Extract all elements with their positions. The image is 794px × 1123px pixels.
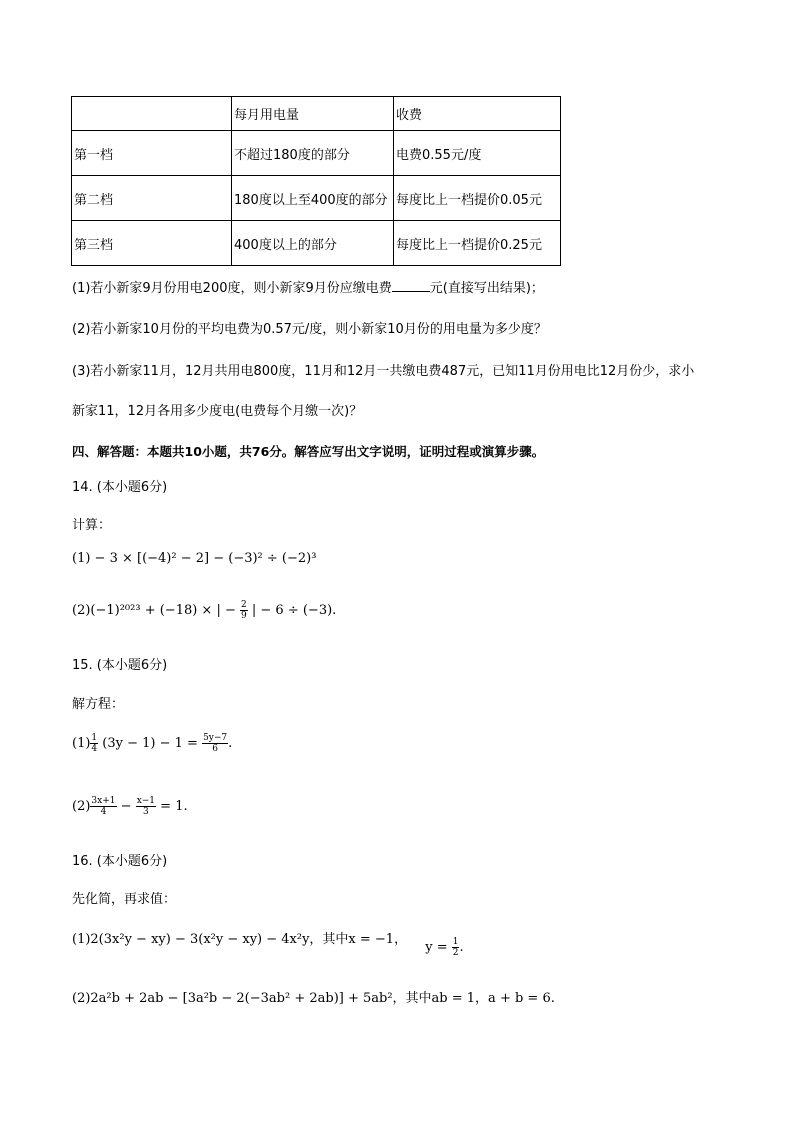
q14-instruction: 计算： — [72, 518, 112, 533]
usage-cell: 180度以上至400度的部分 — [232, 176, 394, 221]
q14-part2: (2)(−1)²⁰²³ + (−18) × | − $\frac{2}{9}$ | − 6 ÷ (−3). — [72, 600, 337, 621]
fee-cell: 每度比上一档提价0.25元 — [394, 221, 561, 266]
usage-cell: 400度以上的部分 — [232, 221, 394, 266]
electricity-fee-table — [71, 96, 561, 266]
fee-cell: 每度比上一档提价0.05元 — [394, 176, 561, 221]
fraction: $\frac{1}{4}$ — [91, 733, 98, 754]
q15-title: 15. (本小题6分) — [72, 658, 168, 673]
tier-cell: 第三档 — [72, 221, 232, 266]
header-cell: 每月用电量 — [232, 97, 394, 131]
fee-cell: 电费0.55元/度 — [394, 131, 561, 176]
fraction: $\frac{1}{2}$ — [452, 937, 459, 958]
q13-part3-line2: 新家11，12月各用多少度电(电费每个月缴一次)？ — [72, 404, 363, 419]
fraction: $\frac{3x+1}{4}$ — [91, 796, 116, 817]
table-row — [72, 176, 561, 221]
q16-part1: (1)2(3x²y − xy) − 3(x²y − xy) − 4x²y，其中x = −1， y = $\frac{1}{2}$ . — [72, 932, 464, 958]
table-header-row — [72, 97, 561, 131]
table-row — [72, 131, 561, 176]
q13-part2: (2)若小新家10月份的平均电费为0.57元/度，则小新家10月份的用电量为多少度？ — [72, 322, 547, 337]
q14-title: 14. (本小题6分) — [72, 480, 168, 495]
fraction: $\frac{2}{9}$ — [241, 600, 247, 621]
q15-instruction: 解方程： — [72, 697, 125, 712]
tier-cell: 第二档 — [72, 176, 232, 221]
section-heading: 四、解答题：本题共10小题，共76分。解答应写出文字说明，证明过程或演算步骤。 — [72, 444, 545, 459]
usage-cell: 不超过180度的部分 — [232, 131, 394, 176]
header-cell: 收费 — [394, 97, 561, 131]
answer-blank — [392, 290, 430, 292]
q14-part1: (1) − 3 × [(−4)² − 2] − (−3)² ÷ (−2)³ — [72, 551, 317, 566]
table-row — [72, 221, 561, 266]
q15-part1: (1) $\frac{1}{4}$ (3y − 1) − 1 = $\frac{5y-7}{6}$ . — [72, 733, 233, 754]
q15-part2: (2) $\frac{3x+1}{4}$ − $\frac{x-1}{3}$ = 1. — [72, 796, 188, 817]
q13-part3-line1: (3)若小新家11月，12月共用电800度，11月和12月一共缴电费487元，已知11月份用电比12月份少，求小 — [72, 364, 695, 379]
header-cell — [72, 97, 232, 131]
q16-part2: (2)2a²b + 2ab − [3a²b − 2(−3ab² + 2ab)] + 5ab²，其中ab = 1，a + b = 6. — [72, 991, 555, 1006]
q16-title: 16. (本小题6分) — [72, 854, 168, 869]
tier-cell: 第一档 — [72, 131, 232, 176]
fraction: $\frac{x-1}{3}$ — [136, 796, 156, 817]
q13-part1: (1)若小新家9月份用电200度，则小新家9月份应缴电费 元(直接写出结果)； — [72, 281, 544, 296]
fraction: $\frac{5y-7}{6}$ — [203, 733, 228, 754]
q16-instruction: 先化简，再求值： — [72, 892, 177, 907]
